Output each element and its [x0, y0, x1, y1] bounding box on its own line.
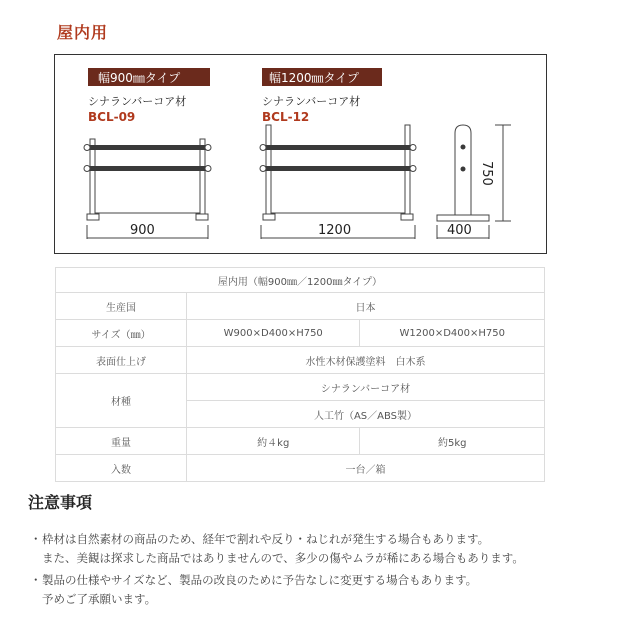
quantity-label: 入数	[56, 455, 187, 482]
rack-drawings	[55, 55, 548, 255]
note-line: 予めご了承願います。	[42, 591, 157, 606]
note-line: また、美観は探求した商品ではありませんので、多少の傷やムラが稀にある場合もあります。	[42, 550, 524, 565]
badge-b-text: 幅1200㎜タイプ	[269, 71, 359, 85]
weight-label: 重量	[56, 428, 187, 455]
note-item	[30, 571, 620, 608]
origin-label: 生産国	[56, 293, 187, 320]
table-row	[56, 428, 545, 455]
depth-dim-text: 400	[447, 223, 472, 238]
code-a-text: BCL-09	[88, 110, 136, 124]
rack-a-drawing	[84, 139, 211, 220]
note-bullet: ・	[30, 532, 42, 546]
notes-list	[30, 530, 620, 612]
origin-value: 日本	[187, 293, 545, 320]
width-dim-a-text: 900	[130, 223, 155, 238]
note-line: 製品の仕様やサイズなど、製品の改良のために予告なしに変更する場合もあります。	[42, 573, 478, 587]
finish-label: 表面仕上げ	[56, 347, 187, 374]
table-row	[56, 268, 545, 293]
material-value-2: 人工竹（AS／ABS製）	[187, 401, 545, 428]
note-item	[30, 530, 620, 567]
section-title: 屋内用	[57, 23, 109, 42]
table-title: 屋内用（幅900㎜／1200㎜タイプ）	[56, 268, 545, 293]
notes-title: 注意事項	[28, 493, 93, 512]
rack-b-drawing	[260, 125, 416, 220]
spec-table	[55, 267, 545, 482]
table-row	[56, 455, 545, 482]
size-label: サイズ（㎜）	[56, 320, 187, 347]
size-value-b: W1200×D400×H750	[360, 320, 545, 347]
finish-value: 水性木材保護塗料 白木系	[187, 347, 545, 374]
note-line: 枠材は自然素材の商品のため、経年で割れや反り・ねじれが発生する場合もあります。	[42, 532, 490, 546]
table-row	[56, 347, 545, 374]
weight-value-a: 約４kg	[187, 428, 360, 455]
height-dim	[495, 125, 511, 221]
code-b-text: BCL-12	[262, 110, 310, 124]
size-value-a: W900×D400×H750	[187, 320, 360, 347]
width-dim-b-text: 1200	[318, 223, 352, 238]
table-row	[56, 374, 545, 401]
material-value-1: シナランバーコア材	[187, 374, 545, 401]
material-b-text: シナランバーコア材	[262, 95, 361, 108]
table-row	[56, 293, 545, 320]
quantity-value: 一台／箱	[187, 455, 545, 482]
table-row	[56, 320, 545, 347]
height-dim-text: 750	[479, 161, 494, 186]
material-label: 材種	[56, 374, 187, 428]
dimension-diagram	[54, 54, 547, 254]
material-a-text: シナランバーコア材	[88, 95, 187, 108]
note-bullet: ・	[30, 573, 42, 587]
weight-value-b: 約5kg	[360, 428, 545, 455]
badge-a-text: 幅900㎜タイプ	[98, 71, 181, 85]
